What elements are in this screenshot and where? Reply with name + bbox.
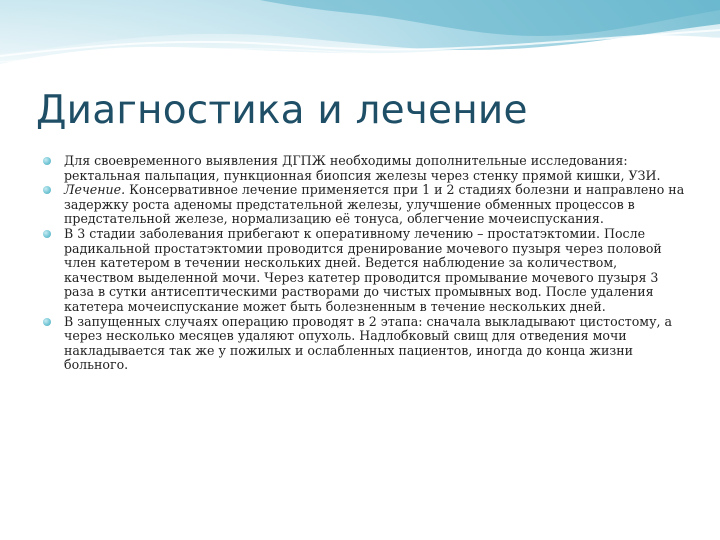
bullet-item [42, 183, 686, 227]
round-bullet-icon [43, 186, 51, 194]
slide-content [42, 154, 686, 373]
bullet-item [42, 315, 686, 373]
round-bullet-icon [43, 318, 51, 326]
round-bullet-icon [43, 230, 51, 238]
bullet-item [42, 154, 686, 183]
wave-decoration [0, 0, 720, 90]
bullet-list [42, 154, 686, 373]
bullet-item [42, 227, 686, 315]
bullet-text: В 3 стадии заболевания прибегают к оперативному лечению – простатэктомии. После радикальной простатэктомии проводится дренирование мочевого пузыря через половой член катетером в течении нескольких дней. Ведется наблюдение за количеством, качеством выделенной мочи. Через катетер проводится промывание мочевого пузыря 3 раза в сутки антисептическими растворами до чистых промывных вод. После удаления катетера мочеиспускание может быть болезненным в течение нескольких дней. [64, 225, 662, 314]
bullet-text: Для своевременного выявления ДГПЖ необходимы дополнительные исследования: ректальная пальпация, пункционная биопсия железы через стенку прямой кишки, УЗИ. [64, 153, 661, 183]
bullet-text: В запущенных случаях операцию проводят в 2 этапа: сначала выкладывают цистостому, а через несколько месяцев удаляют опухоль. Надлобковый свищ для отведения мочи накладывается так же у пожилых и ослабленных пациентов, иногда до конца жизни больного. [64, 313, 673, 373]
bullet-lead: Лечение. [64, 182, 126, 198]
slide-title: Диагностика и лечение [36, 88, 528, 133]
round-bullet-icon [43, 157, 51, 165]
bullet-text: Консервативное лечение применяется при 1 и 2 стадиях болезни и направлено на задержку роста аденомы предстательной железы, улучшение обменных процессов в предстательной железе, нормализацию её тонуса, облегчение мочеиспускания. [64, 182, 685, 227]
